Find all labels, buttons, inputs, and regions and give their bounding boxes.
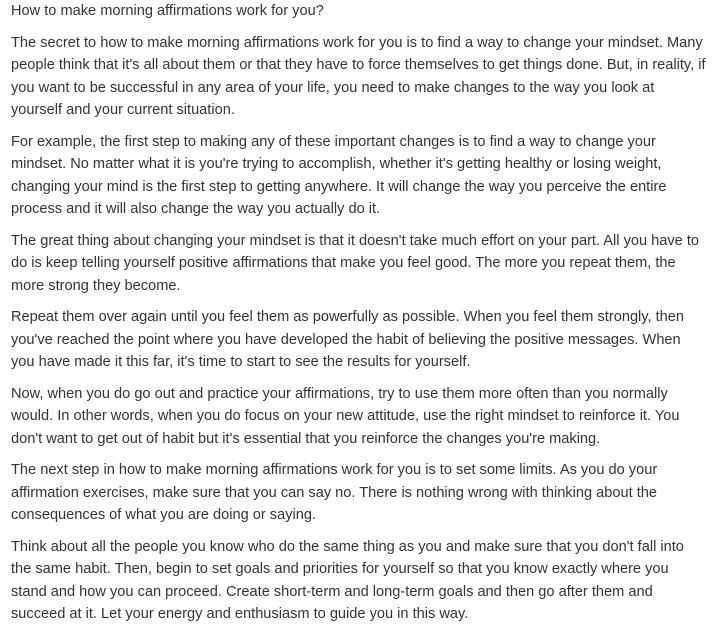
article-paragraph-2: For example, the first step to making any of these important changes is to find a way to change your mindset. No matter what it is you're trying to accomplish, whether it's getting healthy or losing weight, changing your mind is the first step to getting anywhere. It will change the way you perceive the entire process and it will also change the way you actually do it. [11,133,667,217]
article-paragraph-7: Think about all the people you know who do the same thing as you and make sure that you don't fall into the same habit. Then, begin to set goals and priorities for yourself so that you know exactly where you stand and how you can proceed. Create short-term and long-term goals and then go after them and succeed at it. Let your energy and enthusiasm to guide you in this way. [11,538,684,622]
article-paragraph-6: The next step in how to make morning affirmations work for you is to set some limits. As you do your affirmation exercises, make sure that you can say no. There is nothing wrong with thinking about the consequences of what you are doing or saying. [11,462,658,523]
article-paragraph-5: Now, when you do go out and practice your affirmations, try to use them more often than you normally would. In other words, when you do focus on your new attitude, use the right mindset to reinforce it. You don't want to get out of habit but it's essential that you reinforce the changes you're making. [11,385,680,447]
article-paragraph-4: Repeat them over again until you feel them as powerfully as possible. When you feel them strongly, then you've reached the point where you have developed the habit of believing the positive messages. When you have made it this far, it's time to start to see the results for yourself. [11,309,685,370]
article-title: How to make morning affirmations work for you? [11,3,324,19]
article-paragraph-1: The secret to how to make morning affirmations work for you is to find a way to change your mindset. Many people think that it's all about them or that they have to force themselves to get things done. But, in reality, if you want to be successful in any area of your life, you need to make changes to the way you look at yourself and your current situation. [11,34,706,118]
article-paragraph-3: The great thing about changing your mindset is that it doesn't take much effort on your part. All you have to do is keep telling yourself positive affirmations that make you feel good. The more you repeat them, the more strong they become. [11,232,700,294]
